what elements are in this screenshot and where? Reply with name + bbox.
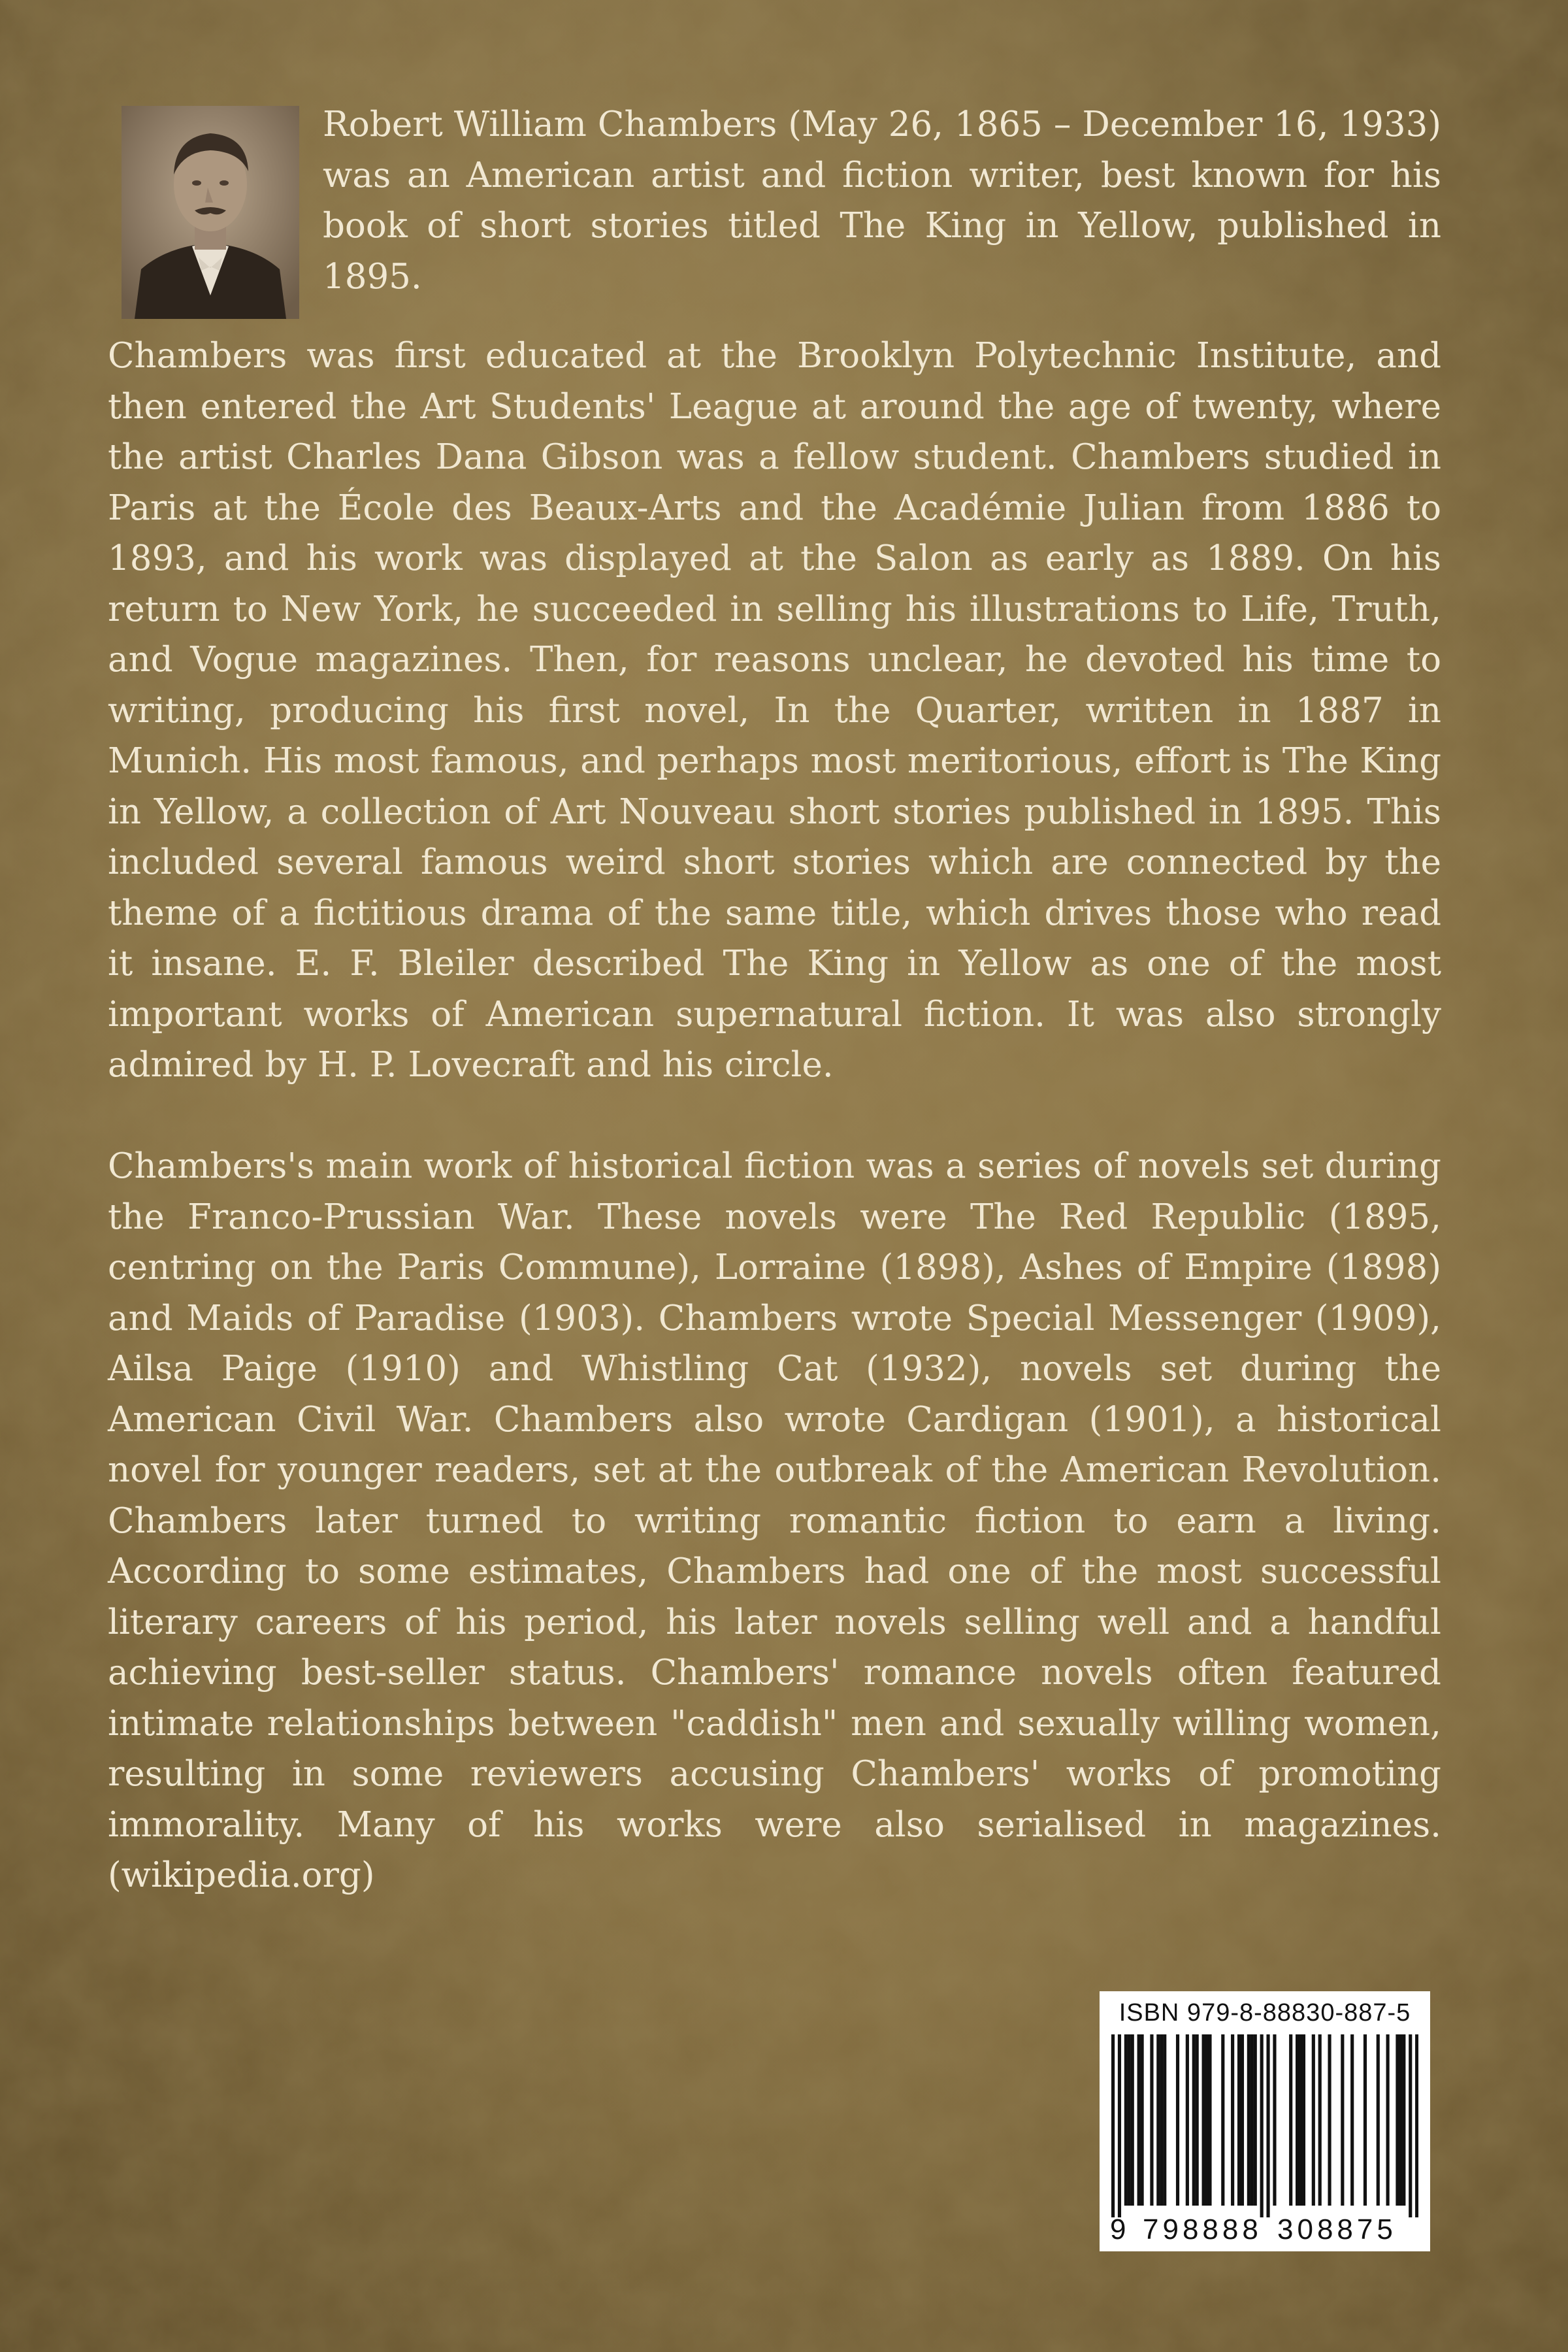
barcode-bar <box>1202 2034 1205 2206</box>
barcode-bar <box>1163 2034 1166 2206</box>
barcode-bar <box>1312 2034 1315 2206</box>
isbn-label: ISBN 979-8-88830-887-5 <box>1119 1999 1411 2027</box>
barcode-bar <box>1176 2034 1179 2206</box>
barcode-bar <box>1266 2034 1269 2217</box>
barcode-bar <box>1318 2034 1322 2206</box>
barcode-bar <box>1341 2034 1344 2206</box>
barcode-bar <box>1377 2034 1380 2206</box>
barcode-bar <box>1254 2034 1257 2206</box>
barcode-bar <box>1237 2034 1241 2206</box>
barcode-bar <box>1296 2034 1299 2206</box>
barcode-bar <box>1386 2034 1390 2206</box>
author-intro-text: Robert William Chambers (May 26, 1865 – December 16, 1933) was an American artist and fiction writer, best known for his book of short stories titled The King in Yellow, published in 1895. <box>323 105 1441 297</box>
barcode-bar <box>1328 2034 1331 2206</box>
barcode-bar <box>1396 2034 1399 2206</box>
barcode-bar <box>1409 2034 1412 2217</box>
ean-right-digits: 308875 <box>1277 2213 1397 2245</box>
barcode-bar <box>1118 2034 1121 2217</box>
barcode-bar <box>1186 2034 1189 2206</box>
ean-digits <box>1100 2213 1430 2246</box>
barcode-bar <box>1141 2034 1144 2206</box>
barcode-bar <box>1192 2034 1196 2206</box>
barcode-bar <box>1124 2034 1128 2206</box>
barcode-bar <box>1111 2034 1115 2217</box>
barcode-bar <box>1250 2034 1254 2206</box>
barcode-bar <box>1364 2034 1367 2206</box>
barcode-bar <box>1299 2034 1302 2206</box>
barcode-bar <box>1350 2034 1354 2206</box>
author-portrait <box>122 106 299 319</box>
barcode-bar <box>1231 2034 1234 2206</box>
barcode-bar <box>1156 2034 1160 2206</box>
barcode-bar <box>1247 2034 1250 2206</box>
author-portrait-image <box>122 106 299 319</box>
barcode-bar <box>1415 2034 1418 2217</box>
barcode-bar <box>1137 2034 1141 2206</box>
barcode-bar <box>1128 2034 1131 2206</box>
barcode-bar <box>1302 2034 1305 2206</box>
barcode-bar <box>1160 2034 1163 2206</box>
biography-paragraph-1: Chambers was first educated at the Brooklyn Polytechnic Institute, and then entered the Art Students' League at around the age of twenty, where the artist Charles Dana Gibson was a fellow student. Chambers studied in Paris at the École des Beaux-Arts and the Académie Julian from 1886 to 1893, and his work was displayed at the Salon as early as 1889. On his return to New York, he succeeded in selling his illustrations to Life, Truth, and Vogue magazines. Then, for reasons unclear, he devoted his time to writing, producing his first novel, In the Quarter, written in 1887 in Munich. His most famous, and perhaps most meritorious, effort is The King in Yellow, a collection of Art Nouveau short stories published in 1895. This included several famous weird short stories which are connected by the theme of a fictitious drama of the same title, which drives those who read it insane. E. F. Bleiler described The King in Yellow as one of the most important works of American supernatural fiction. It was also strongly admired by H. P. Lovecraft and his circle. <box>108 336 1441 1085</box>
barcode-bars <box>1111 2034 1418 2217</box>
isbn-barcode-box <box>1100 1991 1430 2251</box>
ean-left-digits: 798888 <box>1143 2213 1262 2245</box>
barcode-bar <box>1399 2034 1402 2206</box>
barcode-bar <box>1260 2034 1264 2217</box>
barcode-bar <box>1221 2034 1224 2206</box>
barcode-bar <box>1402 2034 1405 2206</box>
ean-first-digit: 9 <box>1110 2213 1126 2245</box>
barcode-bar <box>1150 2034 1153 2206</box>
barcode-bar <box>1196 2034 1199 2206</box>
barcode-bar <box>1289 2034 1292 2206</box>
barcode-bar <box>1273 2034 1276 2206</box>
barcode-bar <box>1205 2034 1208 2206</box>
barcode-bar <box>1131 2034 1134 2206</box>
biography-paragraph-2: Chambers's main work of historical fiction was a series of novels set during the Franco-Prussian War. These novels were The Red Republic (1895, centring on the Paris Commune), Lorraine (1898), Ashes of Empire (1898) and Maids of Paradise (1903). Chambers wrote Special Messenger (1909), Ailsa Paige (1910) and Whistling Cat (1932), novels set during the American Civil War. Chambers also wrote Cardigan (1901), a historical novel for younger readers, set at the outbreak of the American Revolution. Chambers later turned to writing romantic fiction to earn a living. According to some estimates, Chambers had one of the most successful literary careers of his period, his later novels selling well and a handful achieving best-seller status. Chambers' romance novels often featured intimate relationships between "caddish" men and sexually willing women, resulting in some reviewers accusing Chambers' works of promoting immorality. Many of his works were also serialised in magazines. (wikipedia.org) <box>108 1146 1441 1895</box>
barcode-bar <box>1241 2034 1244 2206</box>
barcode-bar <box>1208 2034 1211 2206</box>
